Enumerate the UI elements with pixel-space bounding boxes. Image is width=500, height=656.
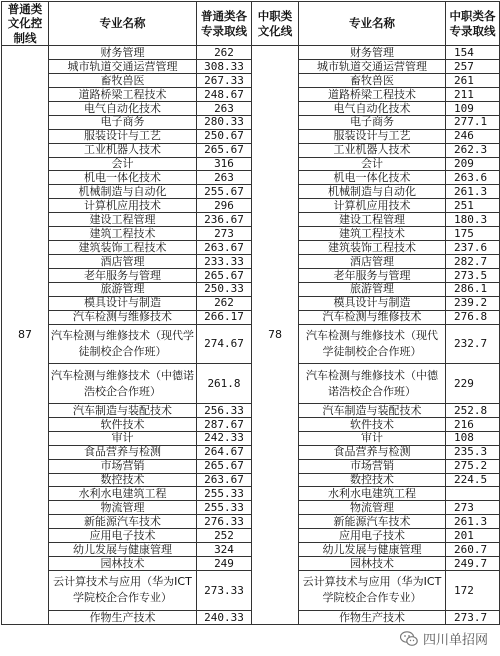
general-score: 252 [197,529,252,543]
major-name-right: 建设工程管理 [299,213,446,227]
general-score: 274.67 [197,324,252,364]
major-name-left: 酒店管理 [49,254,197,268]
table-row [2,143,500,157]
table-row [2,101,500,115]
vocational-score: 263.6 [446,171,500,185]
vocational-score: 282.7 [446,254,500,268]
general-score: 262 [197,296,252,310]
major-name-left: 水利水电建筑工程 [49,487,197,501]
vocational-score: 275.2 [446,459,500,473]
major-name-right: 畜牧兽医 [299,73,446,87]
table-row [2,213,500,227]
table-row [2,557,500,571]
major-name-left: 电气自动化技术 [49,101,197,115]
vocational-score: 224.5 [446,473,500,487]
vocational-score: 201 [446,529,500,543]
major-name-right: 作物生产技术 [299,610,446,624]
major-name-left: 机电一体化技术 [49,171,197,185]
general-score: 262 [197,46,252,60]
major-name-right: 汽车检测与维修技术（现代学徒制校企合作班） [299,324,446,364]
major-name-left: 机械制造与自动化 [49,185,197,199]
vocational-control-line-cell: 78 [252,46,299,625]
vocational-score: 273.7 [446,610,500,624]
general-score: 242.33 [197,431,252,445]
vocational-score: 246 [446,129,500,143]
table-row [2,501,500,515]
major-name-right: 机电一体化技术 [299,171,446,185]
vocational-score: 251 [446,199,500,213]
major-name-left: 道路桥梁工程技术 [49,87,197,101]
major-name-left: 模具设计与制造 [49,296,197,310]
table-row [2,324,500,364]
general-score: 263.67 [197,473,252,487]
vocational-score: 286.1 [446,282,500,296]
general-score: 308.33 [197,60,252,74]
header-general-control-line: 普通类文化控制线 [2,2,49,46]
major-name-right: 汽车检测与维修技术（中德诺浩校企合作班） [299,364,446,404]
major-name-right: 应用电子技术 [299,529,446,543]
major-name-right: 电气自动化技术 [299,101,446,115]
vocational-score: 277.1 [446,115,500,129]
general-score: 263.67 [197,241,252,255]
vocational-score: 232.7 [446,324,500,364]
vocational-score: 260.7 [446,543,500,557]
watermark [396,627,492,650]
table-row [2,445,500,459]
vocational-score: 249.7 [446,557,500,571]
table-row [2,60,500,74]
major-name-left: 软件技术 [49,417,197,431]
major-name-right: 物流管理 [299,501,446,515]
major-name-right: 水利水电建筑工程 [299,487,446,501]
table-row [2,417,500,431]
major-name-right: 食品营养与检测 [299,445,446,459]
major-name-left: 审计 [49,431,197,445]
major-name-left: 财务管理 [49,46,197,60]
major-name-right: 模具设计与制造 [299,296,446,310]
table-row [2,73,500,87]
major-name-left: 汽车检测与维修技术（中德诺浩校企合作班） [49,364,197,404]
table-row [2,199,500,213]
vocational-score: 273.5 [446,268,500,282]
score-table [1,1,500,625]
general-score: 316 [197,157,252,171]
major-name-left: 新能源汽车技术 [49,515,197,529]
table-row [2,431,500,445]
header-general-score: 普通类各专录取线 [197,2,252,46]
vocational-score: 175 [446,227,500,241]
major-name-left: 计算机应用技术 [49,199,197,213]
vocational-score: 261.3 [446,515,500,529]
major-name-right: 市场营销 [299,459,446,473]
vocational-score: 216 [446,417,500,431]
general-score: 250.67 [197,129,252,143]
vocational-score: 257 [446,60,500,74]
general-score: 263 [197,171,252,185]
general-score: 255.33 [197,501,252,515]
general-score: 263 [197,101,252,115]
vocational-score: 154 [446,46,500,60]
major-name-right: 工业机器人技术 [299,143,446,157]
major-name-right: 软件技术 [299,417,446,431]
general-score: 261.8 [197,364,252,404]
major-name-right: 道路桥梁工程技术 [299,87,446,101]
wechat-icon [400,631,418,647]
major-name-left: 汽车检测与维修技术（现代学徒制校企合作班） [49,324,197,364]
general-score: 264.67 [197,445,252,459]
vocational-score: 262.3 [446,143,500,157]
major-name-right: 汽车制造与装配技术 [299,403,446,417]
table-row [2,296,500,310]
major-name-left: 会计 [49,157,197,171]
major-name-left: 汽车检测与维修技术 [49,310,197,324]
table-row [2,364,500,404]
header-vocational-score: 中职类各专录取线 [446,2,500,46]
table-row [2,129,500,143]
vocational-score: 108 [446,431,500,445]
watermark-text: 四川单招网 [422,633,488,648]
table-row [2,241,500,255]
major-name-left: 云计算技术与应用（华为ICT学院校企合作专业） [49,571,197,611]
table-row [2,487,500,501]
vocational-score: 109 [446,101,500,115]
major-name-left: 城市轨道交通运营管理 [49,60,197,74]
table-row [2,515,500,529]
major-name-left: 建筑装饰工程技术 [49,241,197,255]
vocational-score: 237.6 [446,241,500,255]
major-name-right: 审计 [299,431,446,445]
table-row [2,543,500,557]
table-header-row [2,2,500,46]
general-score: 248.67 [197,87,252,101]
major-name-right: 建筑工程技术 [299,227,446,241]
major-name-left: 园林技术 [49,557,197,571]
major-name-left: 市场营销 [49,459,197,473]
vocational-score: 276.8 [446,310,500,324]
table-body [2,46,500,625]
table-row [2,403,500,417]
general-score: 280.33 [197,115,252,129]
general-score: 266.17 [197,310,252,324]
table-row [2,227,500,241]
major-name-left: 作物生产技术 [49,610,197,624]
table-row [2,185,500,199]
major-name-right: 旅游管理 [299,282,446,296]
major-name-right: 数控技术 [299,473,446,487]
major-name-right: 老年服务与管理 [299,268,446,282]
major-name-left: 幼儿发展与健康管理 [49,543,197,557]
general-score: 255.67 [197,185,252,199]
vocational-score: 229 [446,364,500,404]
table-row [2,571,500,611]
major-name-left: 应用电子技术 [49,529,197,543]
general-score: 287.67 [197,417,252,431]
major-name-left: 畜牧兽医 [49,73,197,87]
vocational-score [446,487,500,501]
major-name-right: 电子商务 [299,115,446,129]
major-name-right: 新能源汽车技术 [299,515,446,529]
vocational-score: 252.8 [446,403,500,417]
major-name-left: 电子商务 [49,115,197,129]
table-row [2,46,500,60]
general-score: 265.67 [197,143,252,157]
major-name-right: 计算机应用技术 [299,199,446,213]
major-name-left: 食品营养与检测 [49,445,197,459]
major-name-right: 汽车检测与维修技术 [299,310,446,324]
header-vocational-control-line: 中职类文化线 [252,2,299,46]
table-row [2,310,500,324]
table-row [2,254,500,268]
major-name-left: 物流管理 [49,501,197,515]
general-score: 249 [197,557,252,571]
major-name-right: 云计算技术与应用（华为ICT学院校企合作专业） [299,571,446,611]
vocational-score: 172 [446,571,500,611]
major-name-right: 幼儿发展与健康管理 [299,543,446,557]
vocational-score: 273 [446,501,500,515]
major-name-left: 老年服务与管理 [49,268,197,282]
major-name-right: 机械制造与自动化 [299,185,446,199]
table-row [2,529,500,543]
major-name-right: 建筑装饰工程技术 [299,241,446,255]
general-score: 296 [197,199,252,213]
major-name-right: 服装设计与工艺 [299,129,446,143]
general-score: 255.33 [197,487,252,501]
header-major-name-right: 专业名称 [299,2,446,46]
major-name-left: 建设工程管理 [49,213,197,227]
table-row [2,610,500,624]
general-control-line-cell: 87 [2,46,49,625]
vocational-score: 211 [446,87,500,101]
vocational-score: 180.3 [446,213,500,227]
vocational-score: 235.3 [446,445,500,459]
table-row [2,473,500,487]
general-score: 276.33 [197,515,252,529]
general-score: 324 [197,543,252,557]
major-name-right: 会计 [299,157,446,171]
table-row [2,115,500,129]
major-name-right: 酒店管理 [299,254,446,268]
vocational-score: 261.3 [446,185,500,199]
table-row [2,171,500,185]
table-row [2,87,500,101]
major-name-right: 财务管理 [299,46,446,60]
general-score: 256.33 [197,403,252,417]
table-row [2,459,500,473]
general-score: 240.33 [197,610,252,624]
table-row [2,268,500,282]
table-row [2,282,500,296]
major-name-right: 城市轨道交通运营管理 [299,60,446,74]
vocational-score: 209 [446,157,500,171]
general-score: 273.33 [197,571,252,611]
vocational-score: 261 [446,73,500,87]
major-name-left: 汽车制造与装配技术 [49,403,197,417]
general-score: 250.33 [197,282,252,296]
general-score: 273 [197,227,252,241]
major-name-left: 数控技术 [49,473,197,487]
vocational-score: 239.2 [446,296,500,310]
table-row [2,157,500,171]
major-name-left: 建筑工程技术 [49,227,197,241]
general-score: 233.33 [197,254,252,268]
general-score: 236.67 [197,213,252,227]
major-name-left: 服装设计与工艺 [49,129,197,143]
general-score: 265.67 [197,268,252,282]
major-name-left: 旅游管理 [49,282,197,296]
general-score: 265.67 [197,459,252,473]
major-name-left: 工业机器人技术 [49,143,197,157]
major-name-right: 园林技术 [299,557,446,571]
header-major-name-left: 专业名称 [49,2,197,46]
general-score: 267.33 [197,73,252,87]
